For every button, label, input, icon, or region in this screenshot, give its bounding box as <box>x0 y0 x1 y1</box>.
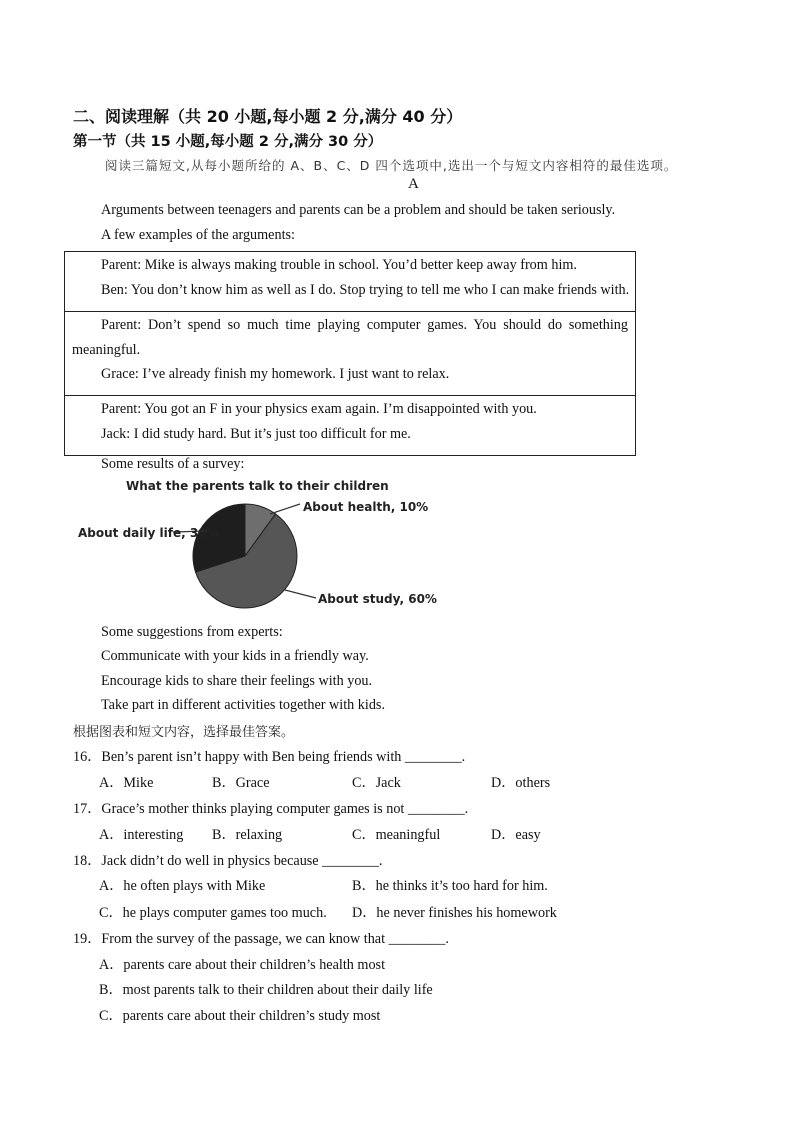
option-c[interactable]: C．parents care about their children’s study most <box>99 1008 381 1024</box>
option-b[interactable]: B．Grace <box>212 775 270 791</box>
dialogue-line: Parent: Mike is always making trouble in school. You’d better keep away from him. <box>101 257 577 273</box>
option-a[interactable]: A．Mike <box>99 775 154 791</box>
instruction-text: 阅读三篇短文,从每小题所给的 A、B、C、D 四个选项中,选出一个与短文内容相符的最佳选项。 <box>105 158 678 173</box>
passage-intro: Arguments between teenagers and parents can be a problem and should be taken seriously. <box>101 202 616 218</box>
dialogue-line-justified <box>101 317 628 334</box>
question-stem: 18．Jack didn’t do well in physics because ________. <box>73 853 383 869</box>
slice-label-daily-life: About daily life, 30% <box>78 526 219 540</box>
leader-line-study <box>285 590 316 598</box>
pie-chart <box>60 474 460 624</box>
chart-title: What the parents talk to their children <box>126 479 389 493</box>
question-stem: 19．From the survey of the passage, we can know that ________. <box>73 931 449 947</box>
suggestion-item: Communicate with your kids in a friendly way. <box>101 648 369 664</box>
passage-letter: A <box>408 176 419 192</box>
pie-slices <box>193 504 297 608</box>
option-c[interactable]: C．Jack <box>352 775 401 791</box>
option-d[interactable]: D．others <box>491 775 551 791</box>
slice-label-health: About health, 10% <box>303 500 429 514</box>
section-heading: 二、阅读理解（共 20 小题,每小题 2 分,满分 40 分） <box>73 107 463 126</box>
suggestions-intro: Some suggestions from experts: <box>101 624 283 640</box>
option-a[interactable]: A．he often plays with Mike <box>99 878 266 894</box>
questions-intro: 根据图表和短文内容，选择最佳答案。 <box>73 725 295 740</box>
dialogue-line: Parent: You got an F in your physics exam again. I’m disappointed with you. <box>101 401 537 417</box>
examples-intro: A few examples of the arguments: <box>101 227 295 243</box>
dialogue-line: meaningful. <box>72 342 141 358</box>
suggestion-item: Take part in different activities together with kids. <box>101 697 385 713</box>
option-c[interactable]: C．he plays computer games too much. <box>99 905 327 921</box>
option-a[interactable]: A．interesting <box>99 827 184 843</box>
dialogue-line: Parent: Don’t spend so much time playing computer games. You should do something <box>101 317 628 333</box>
option-b[interactable]: B．relaxing <box>212 827 283 843</box>
option-a[interactable]: A．parents care about their children’s health most <box>99 957 386 973</box>
survey-intro: Some results of a survey: <box>101 456 245 472</box>
leader-line-health <box>270 504 300 514</box>
dialogue-line: Ben: You don’t know him as well as I do. Stop trying to tell me who I can make friends with. <box>101 282 630 298</box>
option-c[interactable]: C．meaningful <box>352 827 441 843</box>
dialogue-line: Grace: I’ve already finish my homework. I just want to relax. <box>101 366 450 382</box>
option-b[interactable]: B．he thinks it’s too hard for him. <box>352 878 548 894</box>
option-b[interactable]: B．most parents talk to their children about their daily life <box>99 982 433 998</box>
dialogue-line: Jack: I did study hard. But it’s just too difficult for me. <box>101 426 411 442</box>
slice-label-study: About study, 60% <box>318 592 437 606</box>
option-d[interactable]: D．he never finishes his homework <box>352 905 557 921</box>
question-stem: 17．Grace’s mother thinks playing computer games is not ________. <box>73 801 469 817</box>
question-stem: 16．Ben’s parent isn’t happy with Ben being friends with ________. <box>73 749 466 765</box>
option-d[interactable]: D．easy <box>491 827 541 843</box>
suggestion-item: Encourage kids to share their feelings with you. <box>101 673 373 689</box>
section-subheading: 第一节（共 15 小题,每小题 2 分,满分 30 分） <box>73 134 383 150</box>
